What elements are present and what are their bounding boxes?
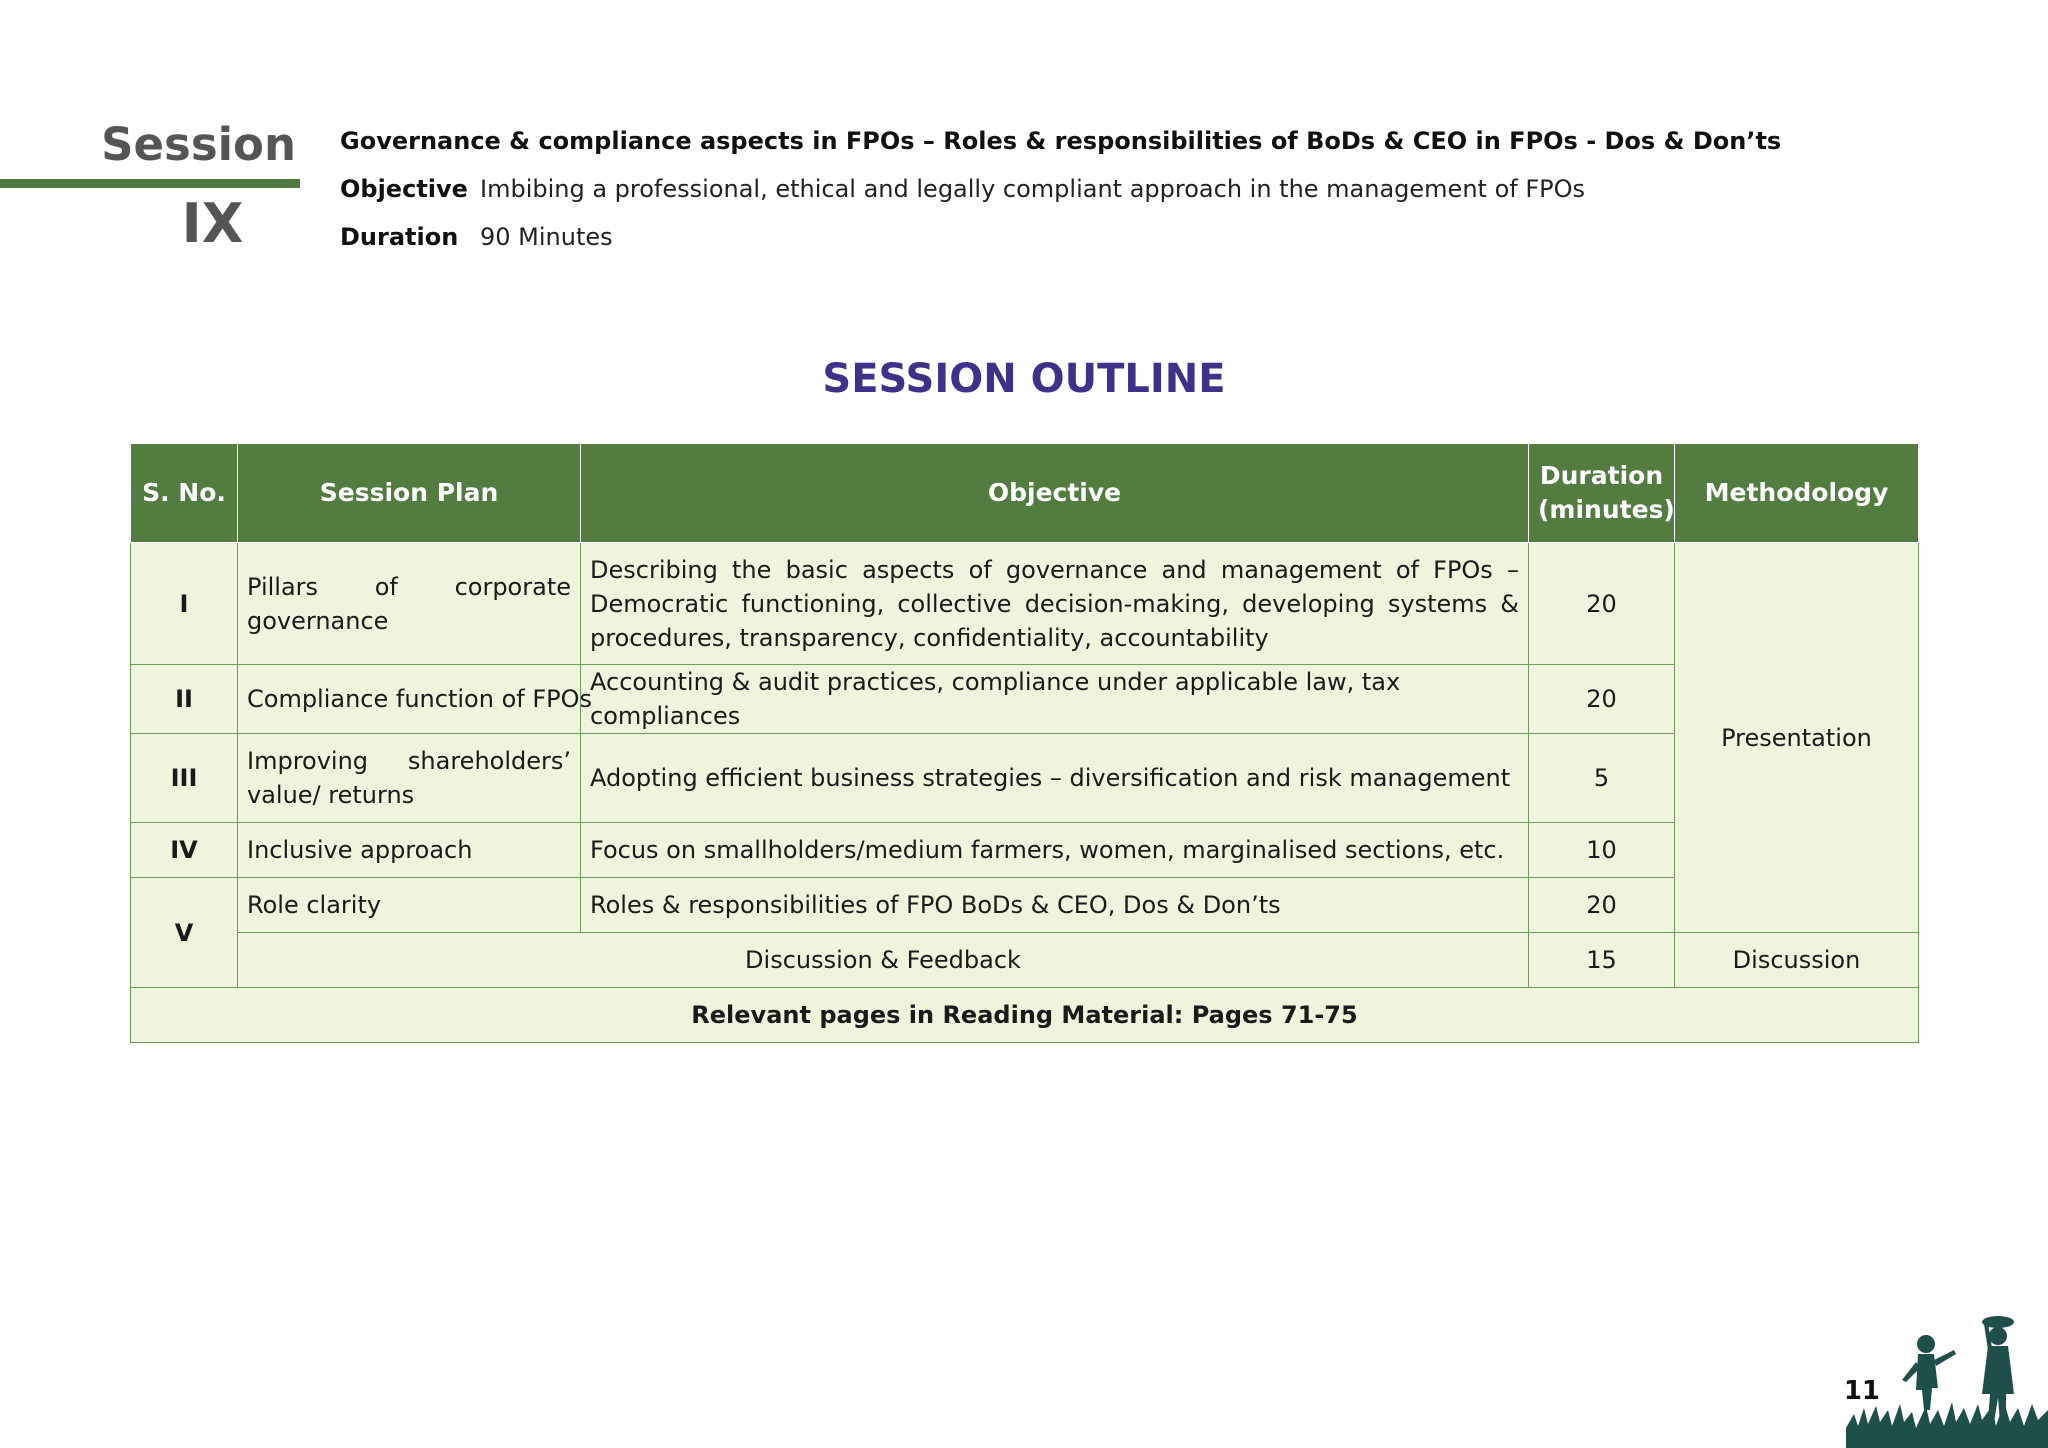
header-duration <box>1529 444 1675 543</box>
row-session-plan: Pillars of corporate governance <box>238 543 581 665</box>
header-session-plan: Session Plan <box>238 444 581 543</box>
table-row <box>131 665 1919 734</box>
objective-value: Imbibing a professional, ethical and legally compliant approach in the management of FPOs <box>480 175 1586 203</box>
discussion-label: Discussion & Feedback <box>238 933 1529 988</box>
header-methodology: Methodology <box>1675 444 1919 543</box>
row-objective: Roles & responsibilities of FPO BoDs & CEO, Dos & Don’ts <box>581 878 1529 933</box>
page-number: 11 <box>1843 1376 1880 1406</box>
row-session-plan: Inclusive approach <box>238 823 581 878</box>
row-duration: 20 <box>1529 665 1675 734</box>
row-objective: Describing the basic aspects of governance and management of FPOs – Democratic functioning, collective decision-making, developing systems & procedures, transparency, confidentiality, accountability <box>581 543 1529 665</box>
table-header-row <box>131 444 1919 543</box>
session-topic: Governance & compliance aspects in FPOs – Roles & responsibilities of BoDs & CEO in FPOs - Dos & Don’ts <box>340 127 1782 155</box>
session-meta <box>340 126 1782 252</box>
duration-label: Duration <box>340 223 459 251</box>
table-row <box>131 734 1919 823</box>
row-duration: 20 <box>1529 878 1675 933</box>
discussion-duration: 15 <box>1529 933 1675 988</box>
header-objective: Objective <box>581 444 1529 543</box>
session-outline-table <box>130 443 1919 1043</box>
table-row <box>131 543 1919 665</box>
session-number: IX <box>181 192 244 255</box>
session-outline-title: SESSION OUTLINE <box>822 356 1226 402</box>
header-sno: S. No. <box>131 444 238 543</box>
table-row <box>131 878 1919 933</box>
row-sno: V <box>131 878 238 988</box>
row-objective: Focus on smallholders/medium farmers, women, marginalised sections, etc. <box>581 823 1529 878</box>
row-sno: III <box>131 734 238 823</box>
row-duration: 20 <box>1529 543 1675 665</box>
duration-value: 90 Minutes <box>480 223 613 251</box>
row-duration: 5 <box>1529 734 1675 823</box>
row-duration: 10 <box>1529 823 1675 878</box>
row-session-plan: Compliance function of FPOs <box>238 665 581 734</box>
row-sno: I <box>131 543 238 665</box>
table-row <box>131 823 1919 878</box>
objective-label: Objective <box>340 175 468 203</box>
row-objective: Accounting & audit practices, compliance under applicable law, tax compliances <box>581 665 1529 734</box>
session-divider <box>0 179 300 188</box>
header-duration-line2: (minutes) <box>1538 495 1675 524</box>
footer-row <box>131 988 1919 1043</box>
row-sno: IV <box>131 823 238 878</box>
objective-row <box>340 174 1740 204</box>
methodology-presentation: Presentation <box>1675 543 1919 933</box>
farmers-silhouette-decoration <box>1846 1310 2048 1448</box>
row-objective: Adopting efficient business strategies – diversification and risk management <box>581 734 1529 823</box>
row-session-plan: Role clarity <box>238 878 581 933</box>
header-duration-line1: Duration <box>1539 461 1664 490</box>
row-sno: II <box>131 665 238 734</box>
session-label: Session <box>101 118 296 171</box>
discussion-methodology: Discussion <box>1675 933 1919 988</box>
discussion-row <box>131 933 1919 988</box>
reading-material-note: Relevant pages in Reading Material: Pages 71-75 <box>131 988 1919 1043</box>
duration-row <box>340 222 1740 252</box>
row-session-plan: Improving shareholders’ value/ returns <box>238 734 581 823</box>
